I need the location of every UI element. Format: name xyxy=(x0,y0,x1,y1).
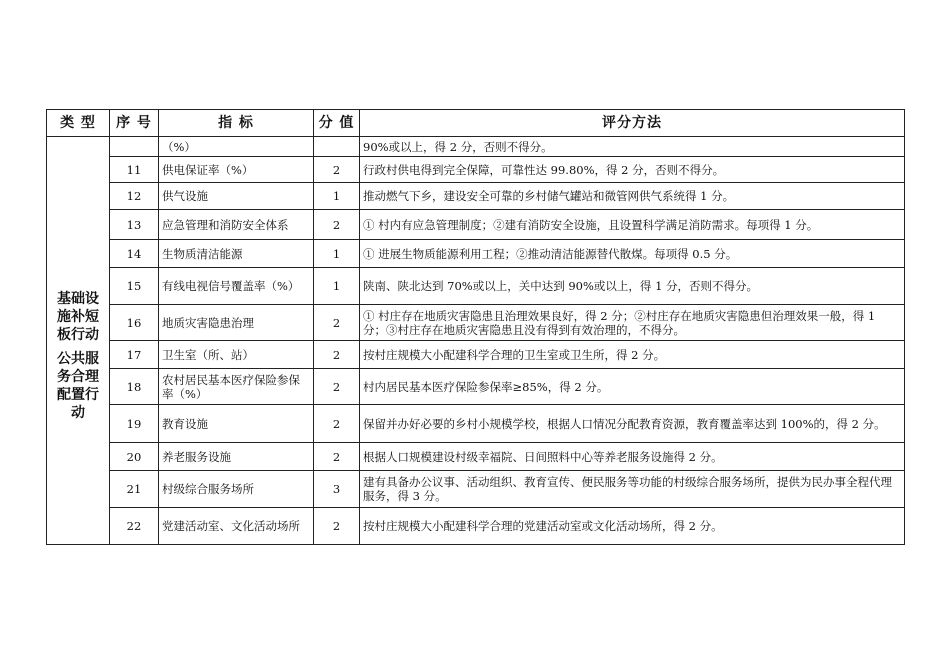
row-method: 推动燃气下乡，建设安全可靠的乡村储气罐站和微管网供气系统得 1 分。 xyxy=(360,183,905,210)
row-number: 19 xyxy=(110,405,159,443)
row-score: 2 xyxy=(314,341,360,369)
row-number: 18 xyxy=(110,369,159,405)
row-indicator: 村级综合服务场所 xyxy=(159,471,314,508)
row-indicator: 应急管理和消防安全体系 xyxy=(159,210,314,240)
row-indicator: 供气设施 xyxy=(159,183,314,210)
row-method: 根据人口规模建设村级幸福院、日间照料中心等养老服务设施得 2 分。 xyxy=(360,443,905,471)
row-score: 2 xyxy=(314,305,360,341)
row-score xyxy=(314,137,360,157)
header-number: 序 号 xyxy=(110,110,159,137)
row-number: 22 xyxy=(110,508,159,545)
row-number: 11 xyxy=(110,157,159,183)
row-score: 2 xyxy=(314,443,360,471)
row-indicator: 养老服务设施 xyxy=(159,443,314,471)
row-indicator: 生物质清洁能源 xyxy=(159,240,314,268)
category-line: 公共服 xyxy=(57,350,99,367)
header-method: 评分方法 xyxy=(360,110,905,137)
row-number: 21 xyxy=(110,471,159,508)
category-line: 配置行 xyxy=(57,386,99,403)
row-method: ① 村内有应急管理制度；②建有消防安全设施，且设置科学满足消防需求。每项得 1 分。 xyxy=(360,210,905,240)
row-score: 1 xyxy=(314,240,360,268)
row-number: 14 xyxy=(110,240,159,268)
category-line: 务合理 xyxy=(57,368,99,385)
row-indicator: 供电保证率（%） xyxy=(159,157,314,183)
row-indicator: 地质灾害隐患治理 xyxy=(159,305,314,341)
category-line: 板行动 xyxy=(57,326,99,343)
header-type: 类 型 xyxy=(47,110,110,137)
table-row xyxy=(47,443,905,471)
row-number: 13 xyxy=(110,210,159,240)
table-row xyxy=(47,183,905,210)
row-indicator: （%） xyxy=(159,137,314,157)
row-indicator: 教育设施 xyxy=(159,405,314,443)
row-number: 20 xyxy=(110,443,159,471)
table-header-row xyxy=(47,110,905,137)
table-row xyxy=(47,157,905,183)
row-number: 16 xyxy=(110,305,159,341)
row-score: 1 xyxy=(314,183,360,210)
row-score: 2 xyxy=(314,508,360,545)
category-line: 施补短 xyxy=(57,308,99,325)
row-number: 12 xyxy=(110,183,159,210)
row-score: 2 xyxy=(314,405,360,443)
row-method: 建有具备办公议事、活动组织、教育宣传、便民服务等功能的村级综合服务场所，提供为民办事全程代理服务，得 3 分。 xyxy=(360,471,905,508)
row-method: 村内居民基本医疗保险参保率≥85%，得 2 分。 xyxy=(360,369,905,405)
row-number: 17 xyxy=(110,341,159,369)
row-score: 2 xyxy=(314,210,360,240)
header-score: 分 值 xyxy=(314,110,360,137)
row-method: 行政村供电得到完全保障，可靠性达 99.80%，得 2 分，否则不得分。 xyxy=(360,157,905,183)
row-method: 保留并办好必要的乡村小规模学校，根据人口情况分配教育资源，教育覆盖率达到 100%的，得 2 分。 xyxy=(360,405,905,443)
category-cell xyxy=(47,137,110,545)
row-method: ① 村庄存在地质灾害隐患且治理效果良好，得 2 分；②村庄存在地质灾害隐患但治理效果一般，得 1 分；③村庄存在地质灾害隐患且没有得到有效治理的，不得分。 xyxy=(360,305,905,341)
table-row xyxy=(47,369,905,405)
table-row xyxy=(47,471,905,508)
row-indicator: 农村居民基本医疗保险参保率（%） xyxy=(159,369,314,405)
row-method: 按村庄规模大小配建科学合理的党建活动室或文化活动场所，得 2 分。 xyxy=(360,508,905,545)
category-line: 基础设 xyxy=(57,290,99,307)
row-score: 2 xyxy=(314,157,360,183)
row-number xyxy=(110,137,159,157)
row-method: ① 进展生物质能源利用工程；②推动清洁能源替代散煤。每项得 0.5 分。 xyxy=(360,240,905,268)
row-score: 3 xyxy=(314,471,360,508)
table-row xyxy=(47,508,905,545)
row-method: 按村庄规模大小配建科学合理的卫生室或卫生所，得 2 分。 xyxy=(360,341,905,369)
table-row xyxy=(47,341,905,369)
row-score: 1 xyxy=(314,268,360,305)
table-row xyxy=(47,210,905,240)
row-method: 90%或以上，得 2 分，否则不得分。 xyxy=(360,137,905,157)
row-method: 陕南、陕北达到 70%或以上，关中达到 90%或以上，得 1 分，否则不得分。 xyxy=(360,268,905,305)
table-row xyxy=(47,405,905,443)
category-line: 动 xyxy=(71,404,85,421)
table-row xyxy=(47,268,905,305)
scoring-table xyxy=(46,109,905,545)
table-row xyxy=(47,240,905,268)
row-indicator: 卫生室（所、站） xyxy=(159,341,314,369)
table-row xyxy=(47,305,905,341)
header-indicator: 指 标 xyxy=(159,110,314,137)
row-indicator: 有线电视信号覆盖率（%） xyxy=(159,268,314,305)
row-number: 15 xyxy=(110,268,159,305)
table-row xyxy=(47,137,905,157)
row-indicator: 党建活动室、文化活动场所 xyxy=(159,508,314,545)
row-score: 2 xyxy=(314,369,360,405)
